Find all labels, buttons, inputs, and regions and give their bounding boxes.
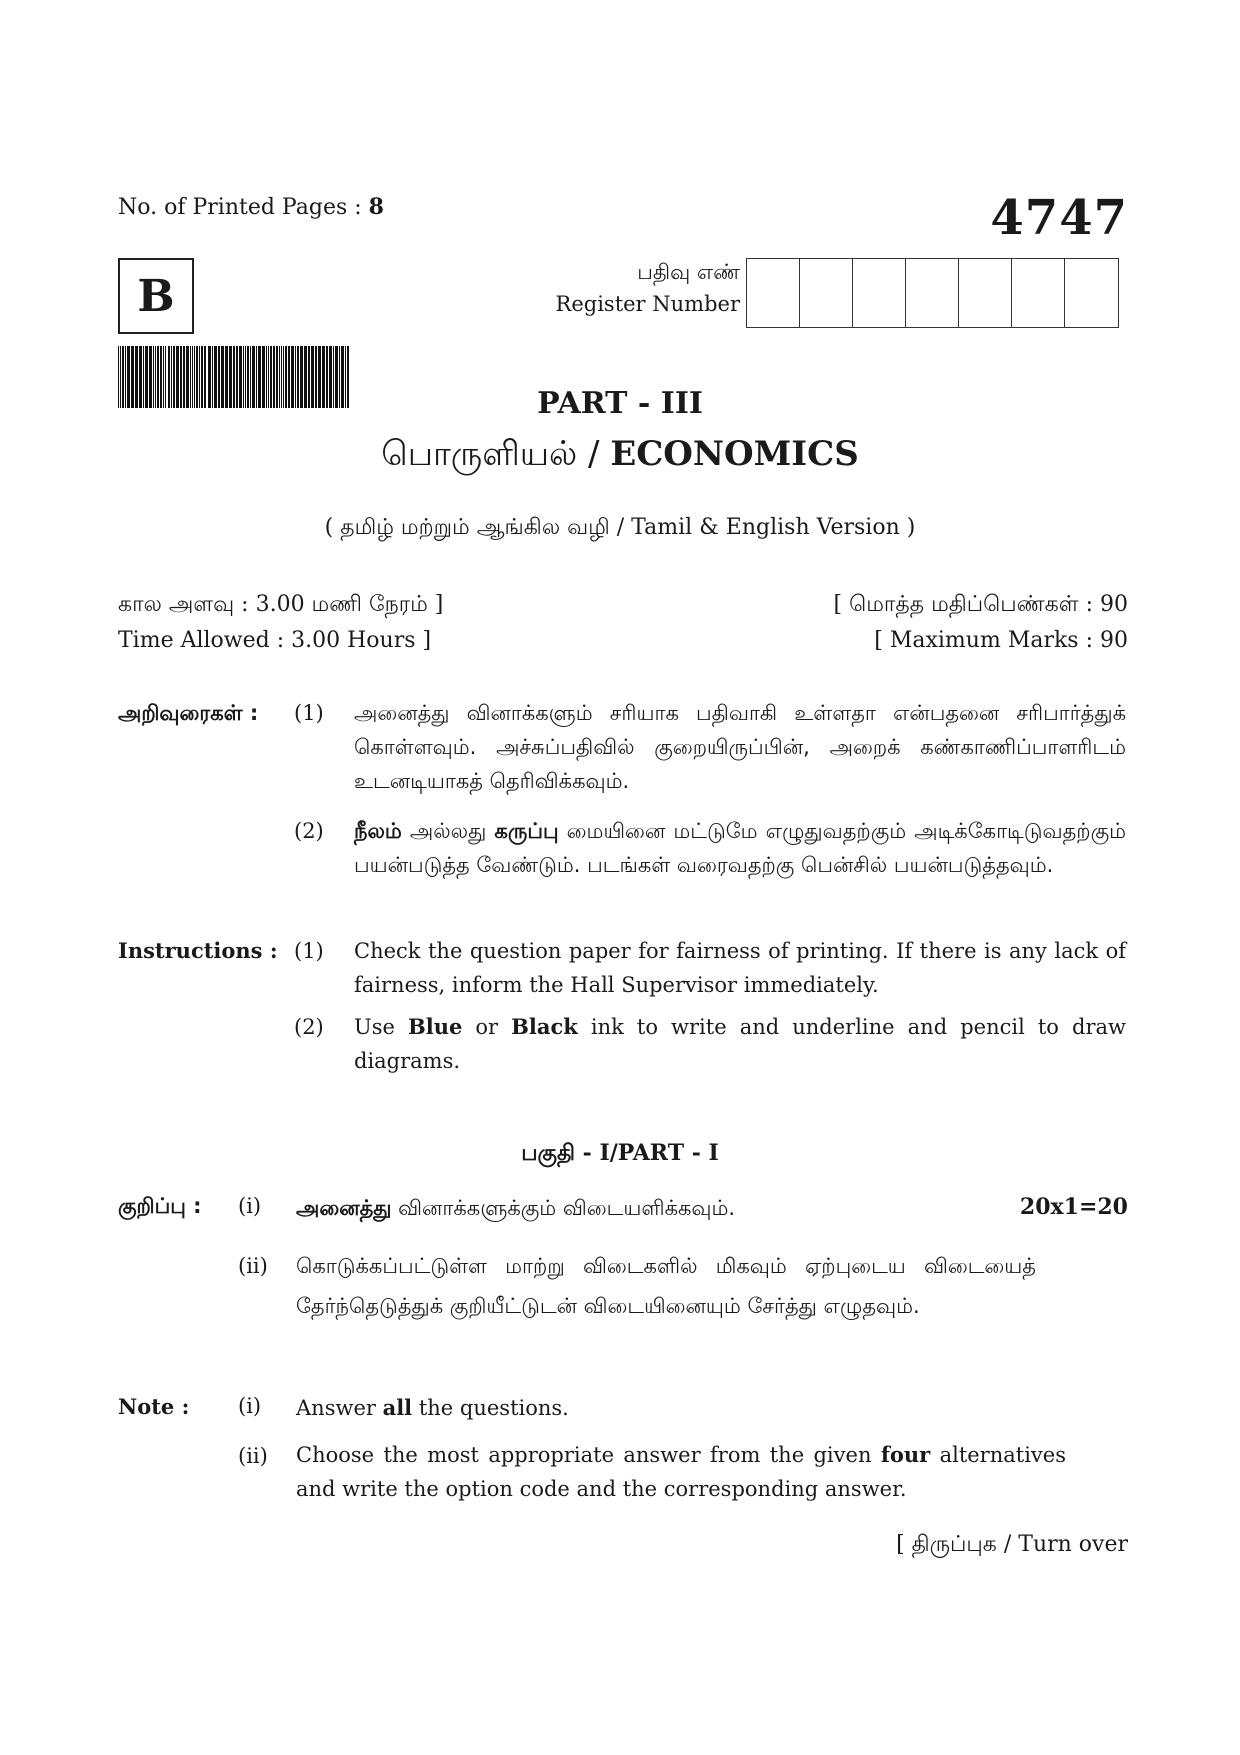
note-tamil-label: குறிப்பு : [118,1194,202,1218]
instruction-number: (1) [294,701,324,725]
version-line: ( தமிழ் மற்றும் ஆங்கில வழி / Tamil & English Version ) [324,515,916,540]
instruction-text-part: அல்லது [401,819,495,843]
instruction-text-part: மையினை மட்டுமே எழுதுவதற்கும் அடிக்கோடிடுவதற்கும் பயன்படுத்த வேண்டும். படங்கள் வரைவதற்கு பென்சில் பயன்படுத்தவும். [354,819,1127,877]
register-digit-box[interactable] [853,259,906,327]
instruction-text-part: Use [354,1015,408,1039]
subject-tamil: பொருளியல் / [381,434,600,474]
note-text-part: Choose the most appropriate answer from the given [296,1443,881,1467]
instruction-text [354,1010,1126,1078]
note-bold: all [382,1395,413,1420]
register-label-english: Register Number [555,292,740,316]
marks-english: [ Maximum Marks : 90 [874,628,1128,653]
note-number: (ii) [238,1444,268,1468]
instruction-number: (1) [294,939,324,963]
part-title: PART - III [537,386,703,421]
time-tamil: கால அளவு : 3.00 மணி நேரம் ] [118,592,444,617]
note-bold: அனைத்து [296,1196,392,1220]
ink-black: Black [511,1014,578,1039]
ink-blue-tamil: நீலம் [354,819,402,843]
instruction-number: (2) [294,819,324,843]
note-text: கொடுக்கப்பட்டுள்ள மாற்று விடைகளில் மிகவும் ஏற்புடைய விடையைத் தேர்ந்தெடுத்துக் குறியீட்டுடன் விடையினையும் சேர்த்து எழுதவும். [296,1254,1036,1318]
instruction-text-part: or [462,1015,512,1039]
subject-title [0,434,1240,478]
time-marks-tamil [118,592,1128,620]
note-text [296,1188,1066,1228]
time-marks-english [118,628,1128,653]
note-bold: four [880,1442,931,1467]
instruction-text: அனைத்து வினாக்களும் சரியாக பதிவாகி உள்ளதா என்பதனை சரிபார்த்துக் கொள்ளவும். அச்சுப்பதிவில் குறையிருப்பின், அறைக் கண்காணிப்பாளரிடம் உடனடியாகத் தெரிவிக்கவும். [354,701,1126,793]
note-text-part: alternatives and write the option code and the corresponding answer. [296,1443,1066,1501]
set-letter-box: B [118,258,194,334]
register-number-boxes[interactable] [746,258,1119,328]
note-number: (i) [238,1394,262,1418]
instructions-tamil-label: அறிவுரைகள் : [118,701,259,725]
instructions-english-label: Instructions : [118,938,278,963]
note-text [296,1388,1066,1428]
time-english: Time Allowed : 3.00 Hours ] [118,628,432,653]
note-text-part: Answer [296,1396,383,1420]
instruction-text: Check the question paper for fairness of printing. If there is any lack of fairness, inform the Hall Supervisor immediately. [354,939,1126,997]
printed-pages: No. of Printed Pages : 8 [118,194,384,220]
ink-black-tamil: கருப்பு [494,819,559,843]
register-digit-box[interactable] [906,259,959,327]
note-text-part: வினாக்களுக்கும் விடையளிக்கவும். [391,1196,736,1220]
printed-pages-value: 8 [368,194,384,220]
instruction-text [354,814,1126,882]
register-digit-box[interactable] [1012,259,1065,327]
instruction-text-part: ink to write and underline and pencil to draw diagrams. [354,1015,1126,1073]
note-text-part: the questions. [412,1396,569,1420]
register-label-tamil: பதிவு எண் [637,260,740,284]
instruction-number: (2) [294,1015,324,1039]
turn-over: [ திருப்புக / Turn over [896,1532,1128,1557]
note-text [296,1438,1066,1506]
note-number: (i) [238,1194,262,1218]
part-one-heading: பகுதி - I/PART - I [521,1140,719,1166]
note-number: (ii) [238,1254,268,1278]
marks-distribution: 20x1=20 [1019,1194,1128,1220]
register-digit-box[interactable] [747,259,800,327]
marks-tamil: [ மொத்த மதிப்பெண்கள் : 90 [833,592,1128,617]
note-english-label: Note : [118,1394,190,1419]
register-digit-box[interactable] [1065,259,1118,327]
ink-blue: Blue [407,1014,463,1039]
register-digit-box[interactable] [959,259,1012,327]
paper-code: 4747 [990,190,1128,246]
subject-english: ECONOMICS [610,434,859,474]
register-digit-box[interactable] [800,259,853,327]
